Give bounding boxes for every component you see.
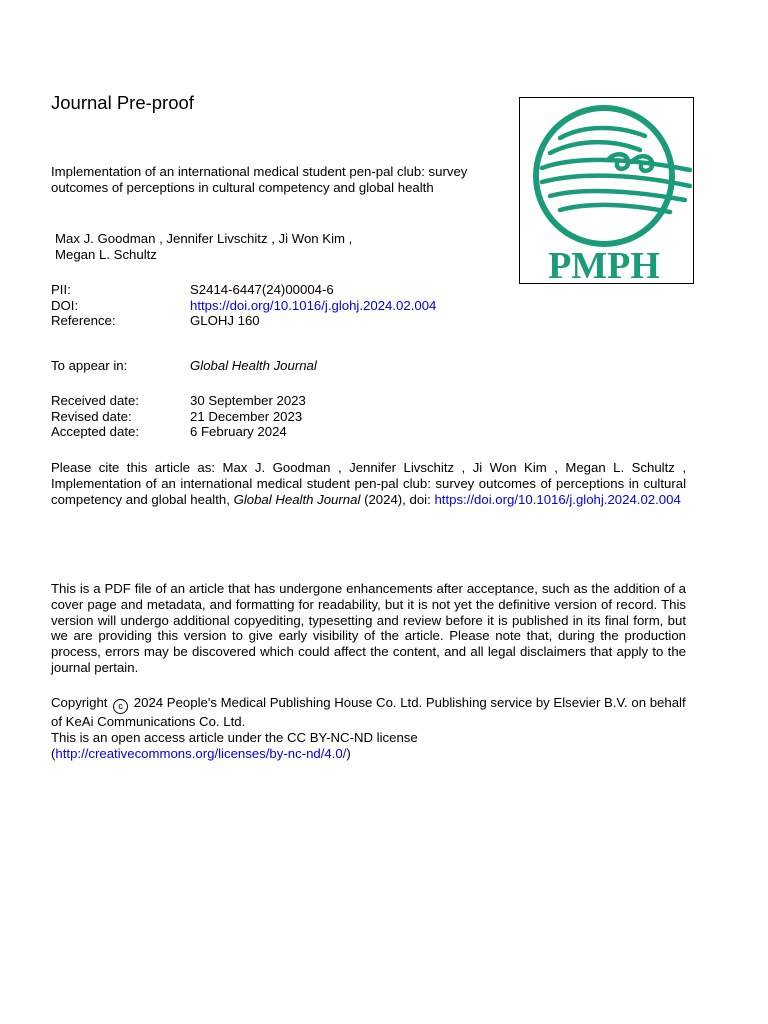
open-paren: ( — [51, 745, 56, 761]
copyright-paragraph — [51, 695, 686, 761]
appear-label: To appear in: — [51, 358, 128, 373]
pmph-logo-text: PMPH — [548, 245, 660, 282]
license-url-line — [51, 746, 686, 762]
close-paren: ) — [346, 745, 351, 761]
appear-row — [51, 358, 317, 374]
accepted-value: 6 February 2024 — [190, 424, 287, 440]
reference-value: GLOHJ 160 — [190, 313, 260, 329]
revised-label: Revised date: — [51, 408, 132, 424]
article-title: Implementation of an international medical student pen-pal club: survey outcomes of perceptions in cultural competency and global health — [51, 164, 468, 195]
accepted-label: Accepted date: — [51, 424, 139, 440]
copyright-line — [51, 695, 686, 730]
authors-line: Megan L. Schultz — [55, 247, 157, 262]
citation-text: Please cite this article as: Max J. Goodman , Jennifer Livschitz , Ji Won Kim , Megan L. Schultz , Implementation of an international medical student pen-pal club: survey outcomes of perceptions in cultural competency and global health, — [51, 460, 686, 507]
authors-line: Max J. Goodman , Jennifer Livschitz , Ji Won Kim , — [55, 231, 353, 246]
license-line: This is an open access article under the CC BY-NC-ND license — [51, 729, 418, 745]
citation-journal: Global Health Journal — [233, 491, 361, 507]
disclaimer-paragraph: This is a PDF file of an article that has undergone enhancements after acceptance, such as the addition of a cover page and metadata, and formatting for readability, but it is not yet the definitive version of record. This version will undergo additional copyediting, typesetting and review before it is published in its final form, but we are providing this version to give early visibility of the article. Please note that, during the production process, errors may be discovered which could affect the content, and all legal disclaimers that apply to the journal pertain. — [51, 581, 686, 675]
copyright-prefix: Copyright — [51, 695, 108, 710]
citation-paragraph — [51, 460, 686, 507]
journal-preproof-heading: Journal Pre-proof — [51, 92, 194, 113]
received-label: Received date: — [51, 393, 139, 408]
pmph-logo-graphic — [520, 98, 692, 282]
pii-label: PII: — [51, 282, 71, 297]
copyright-text: 2024 People's Medical Publishing House Co. Ltd. Publishing service by Elsevier B.V. on behalf of KeAi Communications Co. Ltd. — [51, 695, 686, 729]
reference-row — [51, 313, 436, 329]
identifier-table — [51, 282, 436, 329]
revised-row — [51, 409, 306, 425]
pii-value: S2414-6447(24)00004-6 — [190, 282, 334, 297]
copyright-icon: c — [113, 699, 128, 714]
received-value: 30 September 2023 — [190, 393, 306, 408]
doi-label: DOI: — [51, 297, 79, 313]
citation-doi-link[interactable]: https://doi.org/10.1016/j.glohj.2024.02.004 — [434, 491, 681, 507]
reference-label: Reference: — [51, 313, 116, 329]
dates-table — [51, 393, 306, 440]
received-row — [51, 393, 306, 409]
license-link[interactable]: http://creativecommons.org/licenses/by-nc-nd/4.0/ — [55, 745, 347, 761]
citation-year: (2024), doi: — [364, 491, 431, 507]
doi-link[interactable]: https://doi.org/10.1016/j.glohj.2024.02.004 — [190, 297, 437, 313]
author-list — [55, 231, 475, 263]
appear-in-table — [51, 358, 317, 374]
accepted-row — [51, 424, 306, 440]
pii-row — [51, 282, 436, 298]
revised-value: 21 December 2023 — [190, 408, 303, 424]
pmph-logo — [519, 97, 694, 284]
journal-name: Global Health Journal — [190, 358, 317, 373]
doi-row — [51, 298, 436, 314]
